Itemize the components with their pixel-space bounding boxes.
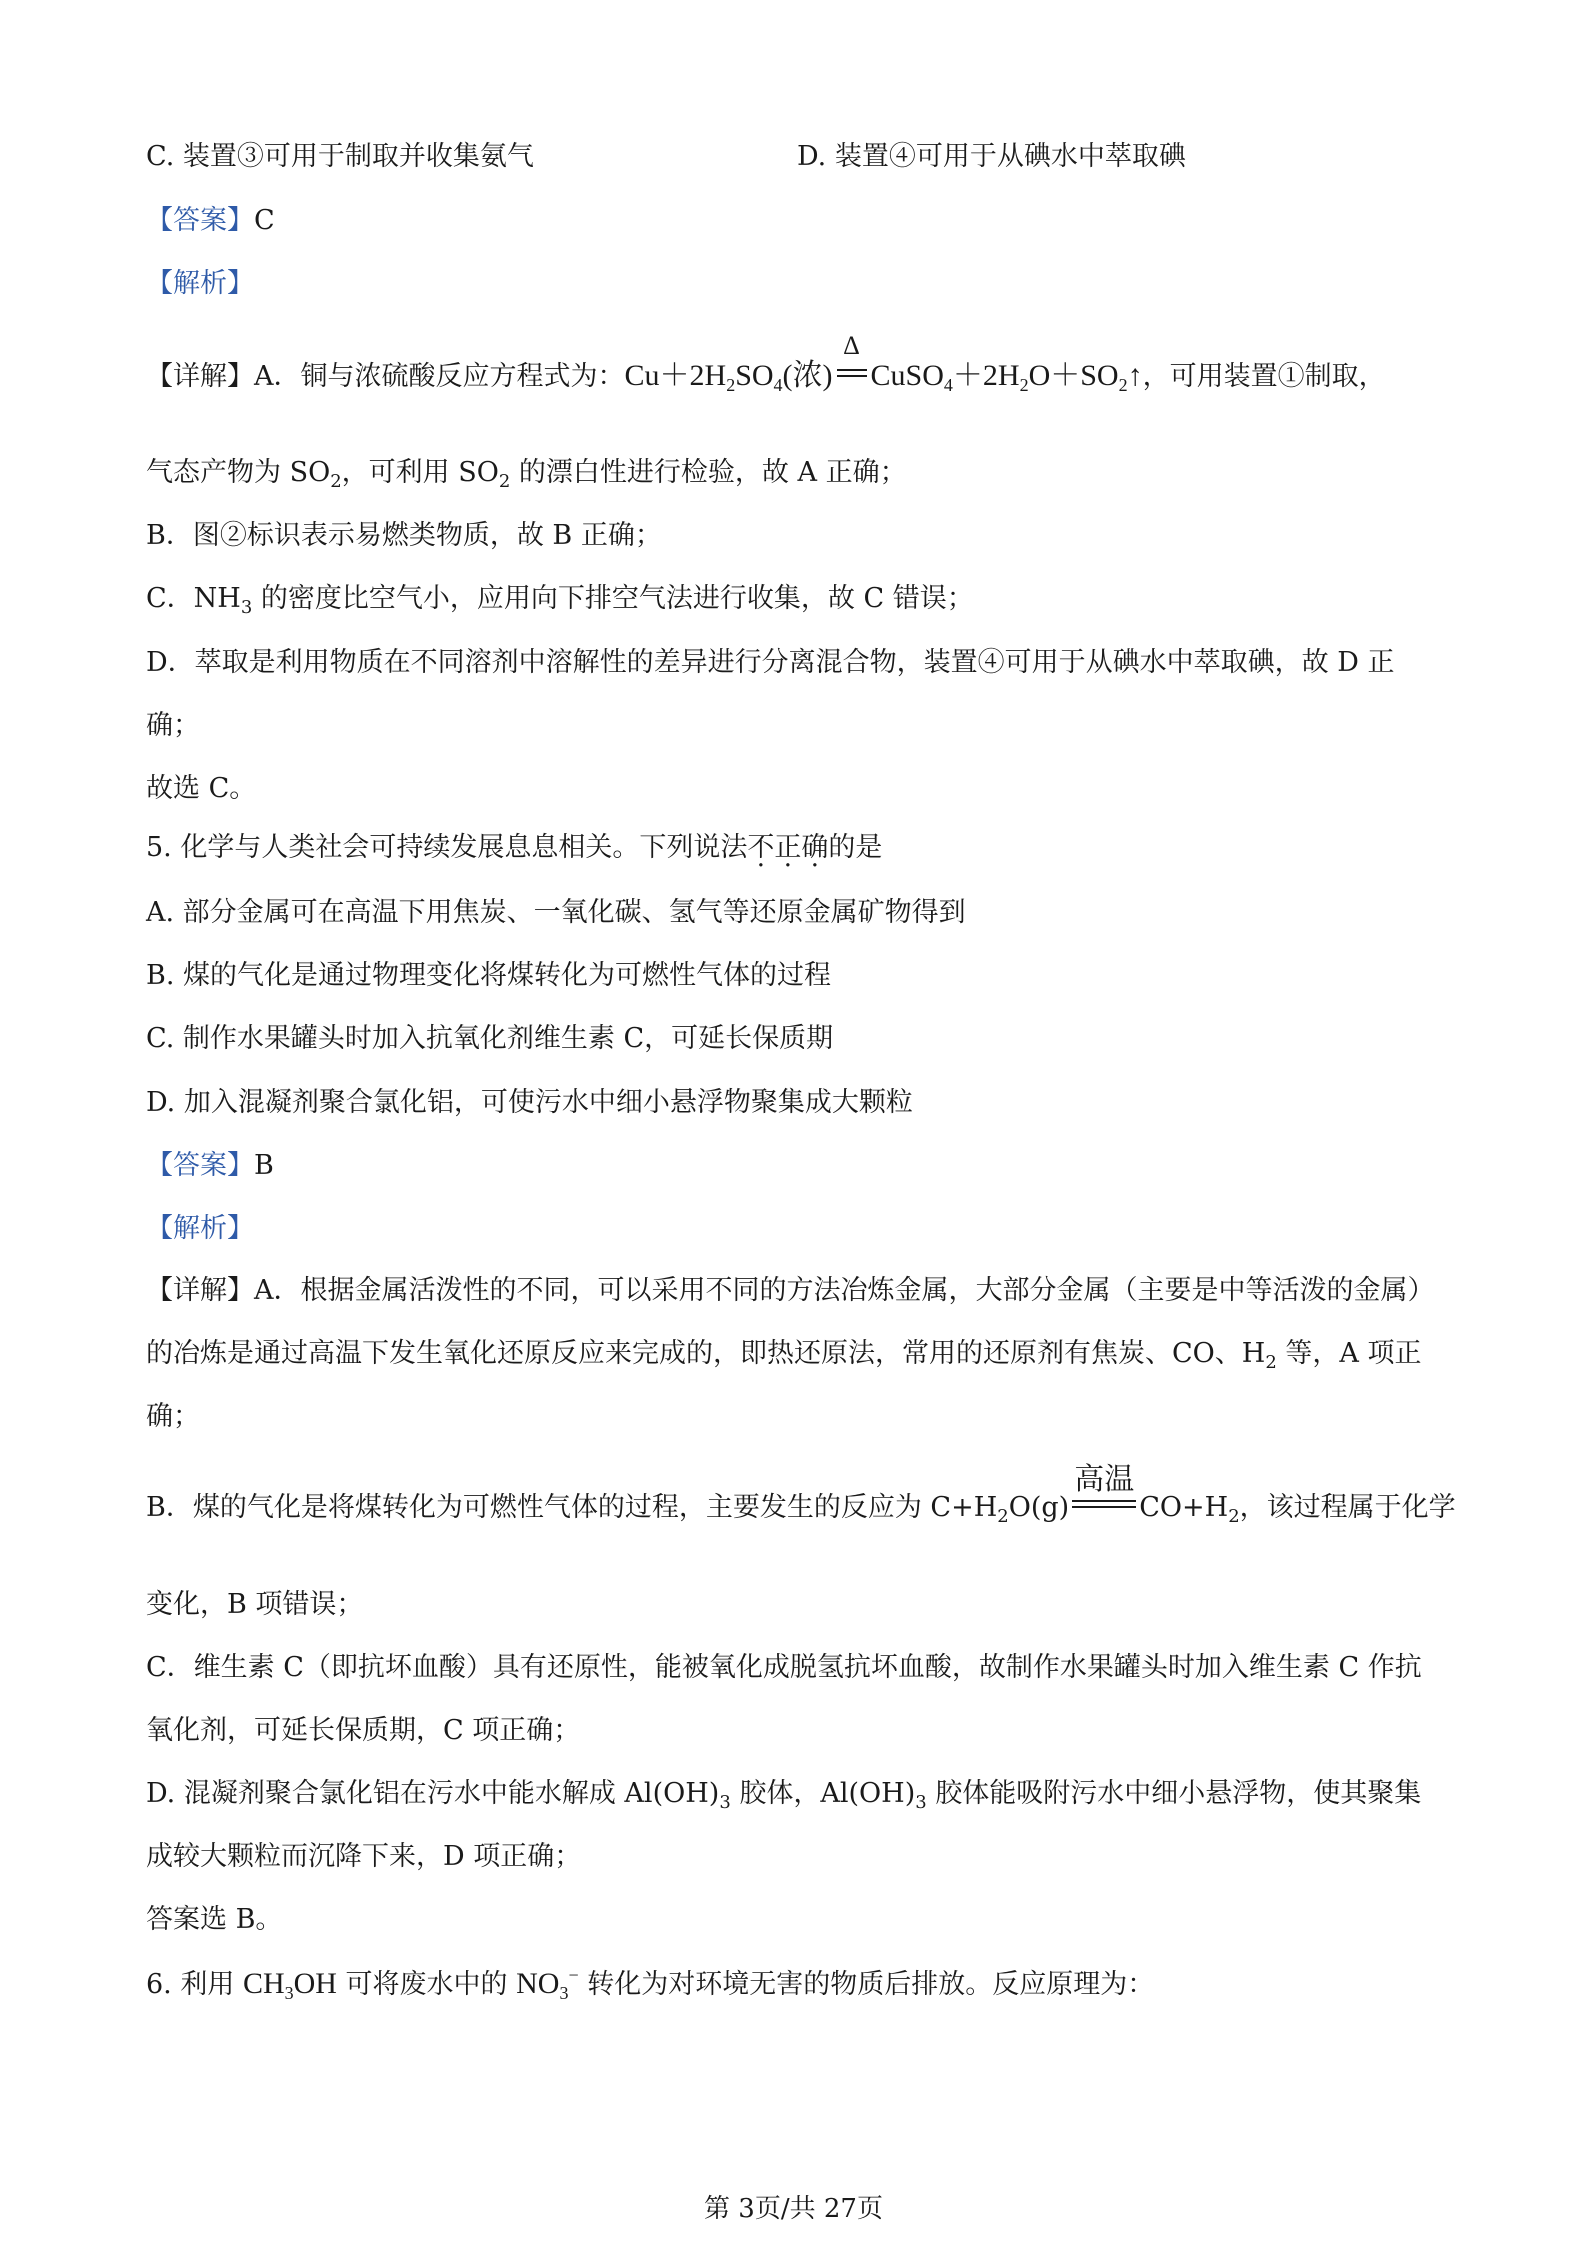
q5-detail-b-1: B．煤的气化是将煤转化为可燃性气体的过程，主要发生的反应为 $C+H_2O(g)$ 高温 $CO+H_2$，该过程属于化学 [146, 1462, 1456, 1527]
q5-detail-a-2: 的冶炼是通过高温下发生氧化还原反应来完成的，即热还原法，常用的还原剂有焦炭、CO、$H_2$ 等，A 项正 [146, 1338, 1422, 1373]
page-footer: 第 3页/共 27页 [704, 2194, 883, 2224]
answer-row-q4 [146, 198, 275, 237]
detail-c: C．$NH_3$ 的密度比空气小，应用向下排空气法进行收集，故 C 错误； [146, 583, 974, 618]
option-d: D. 装置④可用于从碘水中萃取碘 [797, 141, 1186, 172]
q5-detail-b-2: 变化，B 项错误； [146, 1589, 364, 1620]
answer-value: B [254, 1150, 274, 1181]
answer-label: 【答案】 [146, 1150, 254, 1181]
analysis-label: 【解析】 [146, 268, 254, 299]
formula-no3: $NO_3^-$ [516, 1965, 579, 2003]
q5-option-a: A. 部分金属可在高温下用焦炭、一氧化碳、氢气等还原金属矿物得到 [146, 897, 966, 928]
q5-detail-d-1: D. 混凝剂聚合氯化铝在污水中能水解成 $Al(OH)_3$ 胶体，$Al(OH)_3$ 胶体能吸附污水中细小悬浮物，使其聚集 [146, 1778, 1422, 1813]
answer-label: 【答案】 [146, 205, 254, 236]
answer-value: C [254, 205, 275, 236]
emphasis-not: 不 [747, 832, 775, 863]
detail-a-post: ，可用装置①制取， [1142, 361, 1386, 392]
detail-a-line [146, 331, 1386, 396]
q5-detail-c-1: C．维生素 C（即抗坏血酸）具有还原性，能被氧化成脱氢抗坏血酸，故制作水果罐头时加入维生素 C 作抗 [146, 1652, 1422, 1683]
option-c: C. 装置③可用于制取并收集氨气 [146, 141, 534, 172]
detail-b: B．图②标识表示易燃类物质，故 B 正确； [146, 520, 662, 551]
detail-label: 【详解】 [146, 1275, 254, 1306]
q5-detail-c-2: 氧化剂，可延长保质期，C 项正确； [146, 1715, 581, 1746]
analysis-label: 【解析】 [146, 1213, 254, 1244]
conclusion-q4: 故选 C。 [146, 773, 257, 804]
heat-condition: Δ [835, 359, 869, 393]
equation-cu-h2so4: $Cu+2H_2SO_4$(浓) Δ $CuSO_4+2H_2O+SO_2↑$ [624, 331, 1143, 395]
question-5-stem: 5. 化学与人类社会可持续发展息息相关。下列说法不正确的是 [146, 832, 883, 863]
q5-option-c: C. 制作水果罐头时加入抗氧化剂维生素 C，可延长保质期 [146, 1023, 834, 1054]
q5-detail-a-1: 【详解】A．根据金属活泼性的不同，可以采用不同的方法冶炼金属，大部分金属（主要是中等活泼的金属） [146, 1275, 1435, 1306]
detail-a-text: A．铜与浓硫酸反应方程式为： [254, 361, 625, 392]
detail-label: 【详解】 [146, 361, 254, 392]
q5-detail-d-2: 成较大颗粒而沉降下来，D 项正确； [146, 1841, 582, 1872]
q5-option-b: B. 煤的气化是通过物理变化将煤转化为可燃性气体的过程 [146, 960, 832, 991]
q5-option-d: D. 加入混凝剂聚合氯化铝，可使污水中细小悬浮物聚集成大颗粒 [146, 1087, 913, 1118]
q5-detail-a-3: 确； [146, 1401, 200, 1432]
detail-d-1: D．萃取是利用物质在不同溶剂中溶解性的差异进行分离混合物，装置④可用于从碘水中萃取碘，故 D 正 [146, 647, 1395, 678]
question-6-stem: 6. 利用 $CH_3OH$ 可将废水中的 $NO_3^-$ 转化为对环境无害的物质后排放。反应原理为： [146, 1965, 1155, 2003]
detail-a-gas: 气态产物为 $SO_2$，可利用 $SO_2$ 的漂白性进行检验，故 A 正确； [146, 457, 907, 492]
high-temp-condition: 高温 [1071, 1492, 1137, 1523]
detail-d-2: 确； [146, 710, 200, 741]
conclusion-q5: 答案选 B。 [146, 1904, 283, 1935]
answer-row-q5 [146, 1143, 274, 1182]
formula-ch3oh: $CH_3OH$ [242, 1967, 337, 2003]
